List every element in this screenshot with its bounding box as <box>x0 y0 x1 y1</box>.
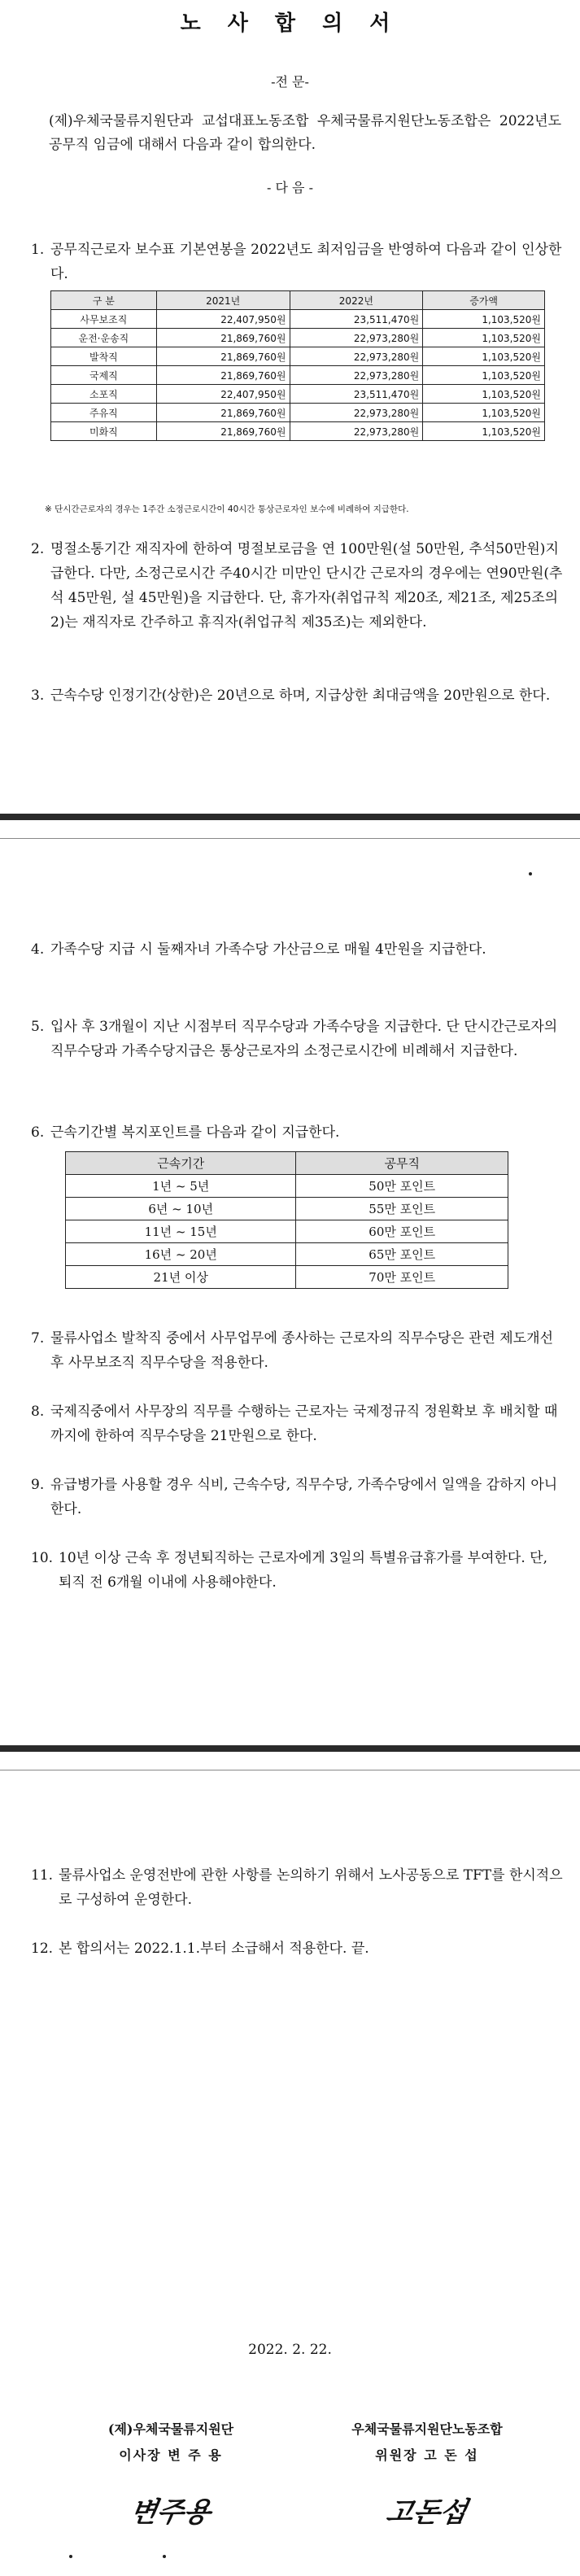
amount-cell: 22,973,280원 <box>290 404 423 422</box>
amount-cell: 22,973,280원 <box>290 329 423 347</box>
amount-cell: 1,103,520원 <box>423 422 545 441</box>
amount-cell: 22,973,280원 <box>290 422 423 441</box>
clause-number: 11. <box>31 1867 54 1884</box>
tenure-cell: 21년 이상 <box>66 1266 296 1289</box>
welfare-table <box>65 1151 508 1289</box>
pay-table-note: ※ 단시간근로자의 경우는 1주간 소정근로시간이 40시간 통상근로자인 보수에 비례하여 지급한다. <box>45 504 409 514</box>
clause-text: 입사 후 3개월이 지난 시점부터 직무수당과 가족수당을 지급한다. 단 단시간근로자의 직무수당과 가족수당지급은 통상근로자의 소정근로시간에 비례해서 지급한다. <box>50 1019 558 1059</box>
clause-1 <box>31 238 564 286</box>
points-cell: 50만 포인트 <box>296 1175 508 1198</box>
scan-mark <box>529 872 532 875</box>
pay-table-row <box>51 366 545 385</box>
pay-table <box>50 290 545 441</box>
right-signatory-org: 우체국물류지원단노동조합 <box>351 2421 503 2437</box>
page-break <box>0 814 580 820</box>
clause-number: 9. <box>31 1477 45 1493</box>
left-signatory-name: 이사장 변 주 용 <box>119 2447 223 2463</box>
points-cell: 60만 포인트 <box>296 1220 508 1243</box>
clause-number: 8. <box>31 1404 45 1420</box>
scan-mark <box>163 2555 166 2558</box>
welfare-table-row <box>66 1198 508 1220</box>
amount-cell: 22,973,280원 <box>290 366 423 385</box>
tenure-cell: 11년 ~ 15년 <box>66 1220 296 1243</box>
clause-11 <box>31 1863 564 1912</box>
clause-number: 4. <box>31 941 45 958</box>
clause-text: 물류사업소 운영전반에 관한 사항를 논의하기 위해서 노사공동으로 TFT를 한시적으로 구성하여 운영한다. <box>59 1867 563 1908</box>
amount-cell: 1,103,520원 <box>423 347 545 366</box>
tenure-cell: 1년 ~ 5년 <box>66 1175 296 1198</box>
pay-table-header-cell: 2021년 <box>156 291 290 310</box>
clause-text: 명절소통기간 재직자에 한하여 명절보로금을 연 100만원(설 50만원, 추석50만원)지급한다. 다만, 소정근로시간 주40시간 미만인 단시간 근로자의 경우에는 연90만원(추석 45만원, 설 45만원)을 지급한다. 단, 휴가자(취업규칙 제20조, 제21조, 제25조의2)는 재직자로 간주하고 휴직자(취업규칙 제35조)는 제외한다. <box>50 541 563 631</box>
welfare-table-header <box>66 1152 508 1175</box>
right-signatory-name: 위원장 고 돈 섭 <box>375 2447 479 2463</box>
clause-9 <box>31 1473 564 1522</box>
page-break <box>0 1745 580 1752</box>
points-cell: 55만 포인트 <box>296 1198 508 1220</box>
clause-8 <box>31 1399 564 1448</box>
amount-cell: 23,511,470원 <box>290 310 423 329</box>
job-category-cell: 주유직 <box>51 404 157 422</box>
welfare-table-row <box>66 1220 508 1243</box>
scan-line <box>0 838 580 839</box>
clause-number: 7. <box>31 1330 45 1347</box>
clause-text: 본 합의서는 2022.1.1.부터 소급해서 적용한다. 끝. <box>59 1941 369 1957</box>
amount-cell: 21,869,760원 <box>156 347 290 366</box>
pay-table-row <box>51 404 545 422</box>
pay-table-row <box>51 422 545 441</box>
clause-text: 10년 이상 근속 후 정년퇴직하는 근로자에게 3일의 특별유급휴가를 부여한다. 단, 퇴직 전 6개월 이내에 사용해야한다. <box>59 1550 547 1591</box>
clause-7 <box>31 1326 564 1375</box>
amount-cell: 22,407,950원 <box>156 385 290 404</box>
job-category-cell: 사무보조직 <box>51 310 157 329</box>
left-signatory-org: (제)우체국물류지원단 <box>107 2421 234 2437</box>
preamble-text: (제)우체국물류지원단과 교섭대표노동조합 우체국물류지원단노동조합은 2022년도 공무직 임금에 대해서 다음과 같이 합의한다. <box>49 113 561 153</box>
job-category-cell: 소포직 <box>51 385 157 404</box>
tenure-cell: 6년 ~ 10년 <box>66 1198 296 1220</box>
job-category-cell: 운전·운송직 <box>51 329 157 347</box>
amount-cell: 1,103,520원 <box>423 329 545 347</box>
clause-text: 유급병가를 사용할 경우 식비, 근속수당, 직무수당, 가족수당에서 일액을 감하지 아니한다. <box>50 1477 558 1517</box>
scan-mark <box>69 2555 72 2558</box>
pay-table-row <box>51 329 545 347</box>
clause-text: 근속기간별 복지포인트를 다음과 같이 지급한다. <box>50 1124 340 1141</box>
amount-cell: 21,869,760원 <box>156 366 290 385</box>
clause-number: 3. <box>31 688 45 704</box>
clause-text: 국제직중에서 사무장의 직무를 수행하는 근로자는 국제정규직 정원확보 후 배치할 때까지에 한하여 직무수당을 21만원으로 한다. <box>50 1404 558 1444</box>
welfare-table-header-cell: 근속기간 <box>66 1152 296 1175</box>
clause-3 <box>31 683 564 708</box>
pay-table-row <box>51 385 545 404</box>
clause-number: 1. <box>31 242 45 258</box>
amount-cell: 21,869,760원 <box>156 404 290 422</box>
clause-number: 5. <box>31 1019 45 1035</box>
amount-cell: 21,869,760원 <box>156 329 290 347</box>
welfare-table-row <box>66 1243 508 1266</box>
amount-cell: 1,103,520원 <box>423 404 545 422</box>
pay-table-header-cell: 2022년 <box>290 291 423 310</box>
job-category-cell: 미화직 <box>51 422 157 441</box>
pay-table-row <box>51 347 545 366</box>
points-cell: 70만 포인트 <box>296 1266 508 1289</box>
pay-table-header <box>51 291 545 310</box>
document-title: 노 사 합 의 서 <box>180 11 400 36</box>
amount-cell: 1,103,520원 <box>423 385 545 404</box>
welfare-table-header-cell: 공무직 <box>296 1152 508 1175</box>
clause-5 <box>31 1015 564 1063</box>
pay-table-header-cell: 증가액 <box>423 291 545 310</box>
amount-cell: 23,511,470원 <box>290 385 423 404</box>
tenure-cell: 16년 ~ 20년 <box>66 1243 296 1266</box>
welfare-table-row <box>66 1266 508 1289</box>
clause-2 <box>31 537 564 635</box>
clause-text: 가족수당 지급 시 둘째자녀 가족수당 가산금으로 매월 4만원을 지급한다. <box>50 941 486 958</box>
amount-cell: 21,869,760원 <box>156 422 290 441</box>
clause-6 <box>31 1120 564 1145</box>
clause-text: 공무직근로자 보수표 기본연봉을 2022년도 최저임금을 반영하여 다음과 같이 인상한다. <box>50 242 562 282</box>
clause-number: 6. <box>31 1124 45 1141</box>
below-heading: - 다 음 - <box>267 180 313 195</box>
agreement-date: 2022. 2. 22. <box>248 2342 332 2358</box>
clause-4 <box>31 937 564 962</box>
pay-table-row <box>51 310 545 329</box>
job-category-cell: 발착직 <box>51 347 157 366</box>
amount-cell: 1,103,520원 <box>423 310 545 329</box>
clause-text: 물류사업소 발착직 중에서 사무업무에 종사하는 근로자의 직무수당은 관련 제도개선 후 사무보조직 직무수당을 적용한다. <box>50 1330 553 1371</box>
clause-12 <box>31 1936 564 1961</box>
preamble-heading: -전 문- <box>271 74 309 90</box>
clause-number: 12. <box>31 1941 54 1957</box>
clause-number: 10. <box>31 1550 54 1566</box>
amount-cell: 1,103,520원 <box>423 366 545 385</box>
clause-10 <box>31 1546 564 1595</box>
welfare-table-row <box>66 1175 508 1198</box>
clause-number: 2. <box>31 541 45 557</box>
pay-table-body <box>51 310 545 441</box>
welfare-table-body <box>66 1175 508 1289</box>
pay-table-header-cell: 구 분 <box>51 291 157 310</box>
points-cell: 65만 포인트 <box>296 1243 508 1266</box>
job-category-cell: 국제직 <box>51 366 157 385</box>
right-signature: 고돈섭 <box>383 2496 470 2529</box>
amount-cell: 22,407,950원 <box>156 310 290 329</box>
amount-cell: 22,973,280원 <box>290 347 423 366</box>
clause-text: 근속수당 인정기간(상한)은 20년으로 하며, 지급상한 최대금액을 20만원으로 한다. <box>50 688 551 704</box>
left-signature: 변주용 <box>127 2496 214 2529</box>
